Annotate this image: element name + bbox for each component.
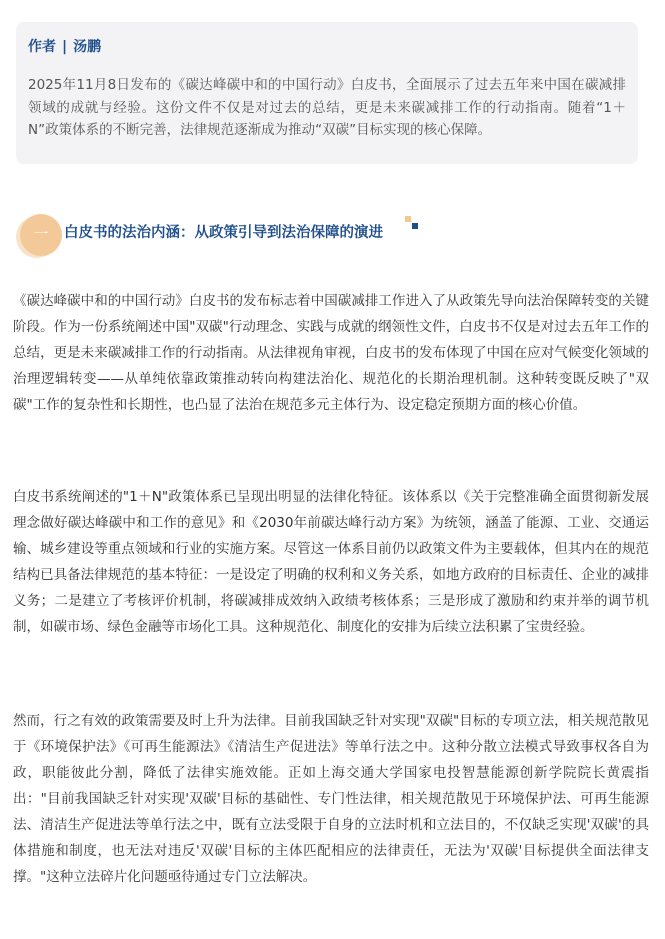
section-number: 一 <box>33 225 49 243</box>
intro-summary: 2025年11月8日发布的《碳达峰碳中和的中国行动》白皮书，全面展示了过去五年来中国在碳减排领域的成就与经验。这份文件不仅是对过去的总结，更是未来碳减排工作的行动指南。随着“1＋N”政策体系的不断完善，法律规范逐渐成为推动“双碳”目标实现的核心保障。 <box>28 77 626 138</box>
author-line <box>28 36 626 58</box>
section-number-badge <box>20 214 62 256</box>
body-paragraph: 《碳达峰碳中和的中国行动》白皮书的发布标志着中国碳减排工作进入了从政策先导向法治保障转变的关键阶段。作为一份系统阐述中国"双碳"行动理念、实践与成就的纲领性文件，白皮书不仅是对过去五年工作的总结，更是未来碳减排工作的行动指南。从法律视角审视，白皮书的发布体现了中国在应对气候变化领域的治理逻辑转变——从单纯依靠政策推动转向构建法治化、规范化的长期治理机制。这种转变既反映了"双碳"工作的复杂性和长期性，也凸显了法治在规范多元主体行为、设定稳定预期方面的核心价值。 <box>13 293 649 413</box>
body-paragraph: 白皮书系统阐述的"1＋N"政策体系已呈现出明显的法律化特征。该体系以《关于完整准确全面贯彻新发展理念做好碳达峰碳中和工作的意见》和《2030年前碳达峰行动方案》为统领，涵盖了能源、工业、交通运输、城乡建设等重点领域和行业的实施方案。尽管这一体系目前仍以政策文件为主要载体，但其内在的规范结构已具备法律规范的基本特征：一是设定了明确的权利和义务关系，如地方政府的目标责任、企业的减排义务；二是建立了考核评价机制，将碳减排成效纳入政绩考核体系；三是形成了激励和约束并举的调节机制，如碳市场、绿色金融等市场化工具。这种规范化、制度化的安排为后续立法积累了宝贵经验。 <box>13 489 649 635</box>
intro-box <box>16 22 638 164</box>
section-heading <box>16 210 636 258</box>
decorative-square-icon <box>412 223 418 229</box>
section-title: 白皮书的法治内涵：从政策引导到法治保障的演进 <box>64 225 383 241</box>
author-name: 汤鹏 <box>73 39 102 55</box>
author-separator: | <box>62 39 68 55</box>
author-label: 作者 <box>28 39 56 55</box>
body-paragraph: 然而，行之有效的政策需要及时上升为法律。目前我国缺乏针对实现"双碳"目标的专项立法，相关规范散见于《环境保护法》《可再生能源法》《清洁生产促进法》等单行法之中。这种分散立法模式导致事权各自为政，职能彼此分割，降低了法律实施效能。正如上海交通大学国家电投智慧能源创新学院院长黄震指出："目前我国缺乏针对实现'双碳'目标的基础性、专门性法律，相关规范散见于环境保护法、可再生能源法、清洁生产促进法等单行法之中，既有立法受限于自身的立法时机和立法目的，不仅缺乏实现'双碳'的具体措施和制度，也无法对违反'双碳'目标的主体匹配相应的法律责任，无法为'双碳'目标提供全面法律支撑。"这种立法碎片化问题亟待通过专门立法解决。 <box>13 713 649 885</box>
decorative-square-icon <box>405 216 411 222</box>
